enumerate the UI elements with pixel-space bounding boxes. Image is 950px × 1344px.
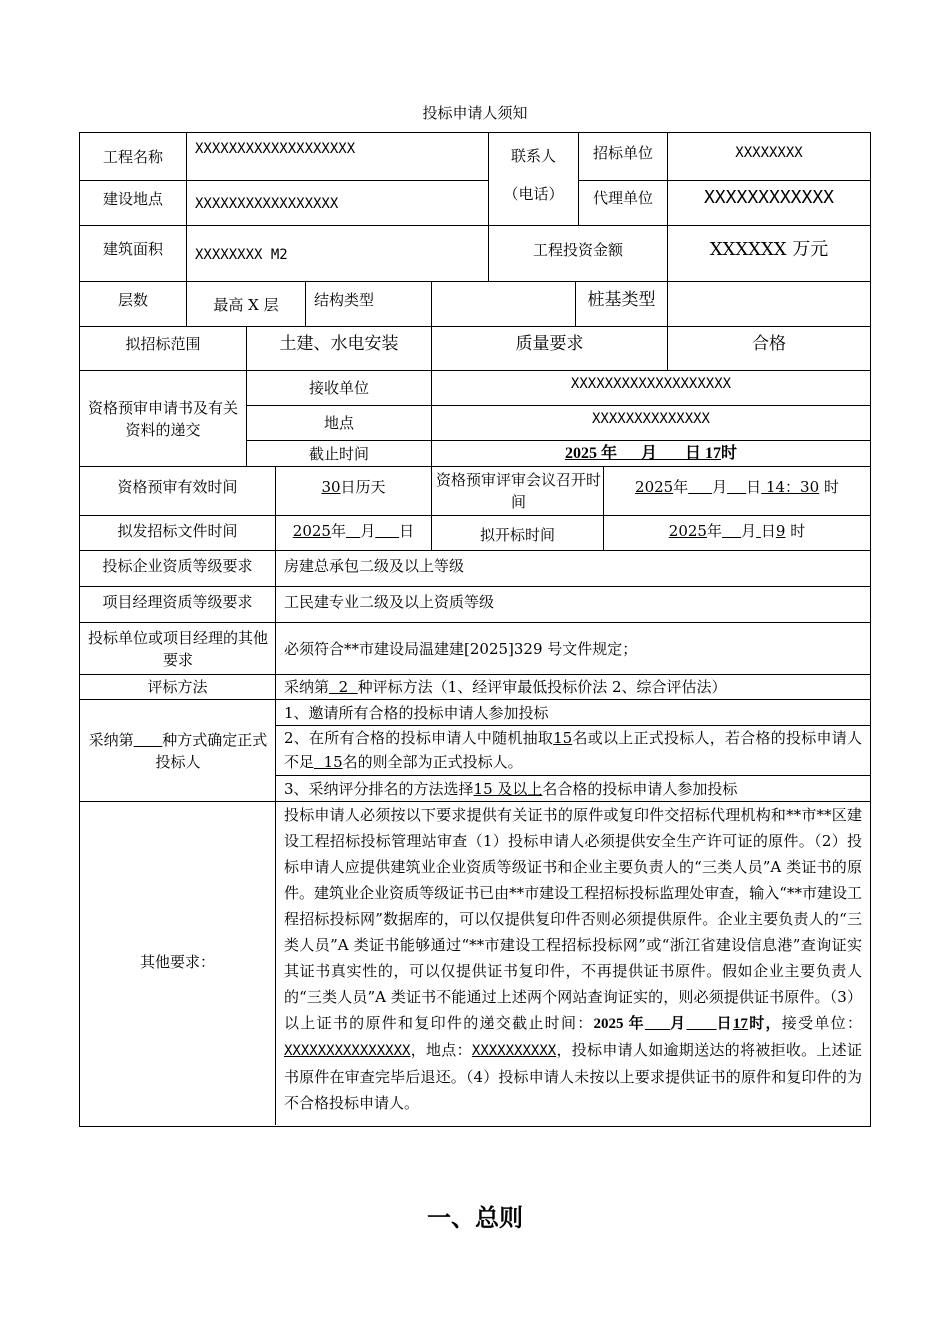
other-requirement-label: 投标单位或项目经理的其他要求 bbox=[88, 628, 269, 669]
area-value: XXXXXXXX M2 bbox=[195, 247, 288, 263]
deadline-label: 截止时间 bbox=[308, 444, 369, 463]
location-value: XXXXXXXXXXXXXXXXX bbox=[195, 196, 339, 212]
floors-label: 层数 bbox=[117, 290, 148, 309]
investment-label: 工程投资金额 bbox=[532, 240, 623, 259]
place-label: 地点 bbox=[323, 414, 354, 432]
scope-value: 土建、水电安装 bbox=[279, 334, 399, 354]
selection-method-label: 采纳第 种方式确定正式投标人 bbox=[88, 730, 268, 771]
pm-qualification-label: 项目经理资质等级要求 bbox=[102, 593, 253, 611]
pile-type-label: 桩基类型 bbox=[587, 289, 656, 310]
issue-value: 2025 年 月 日 bbox=[292, 522, 415, 540]
section-heading: 一、总则 bbox=[427, 1204, 523, 1232]
method-option-1: 1、邀请所有合格的投标申请人参加投标 bbox=[284, 703, 549, 722]
floors-value: 最高 X 层 bbox=[213, 295, 279, 314]
other-requirement-value: 必须符合**市建设局温建建[2025]329 号文件规定； bbox=[284, 639, 638, 658]
quality-value: 合格 bbox=[752, 334, 786, 354]
submission-label: 资格预审申请书及有关资料的递交 bbox=[87, 398, 238, 439]
qualification-label: 投标企业资质等级要求 bbox=[102, 557, 253, 575]
contact-label: 联系人 bbox=[510, 147, 556, 165]
open-value: 2025 年 月 日 9 时 bbox=[668, 522, 806, 540]
pm-qualification-value: 工民建专业二级及以上资质等级 bbox=[284, 593, 495, 611]
investment-value: XXXXXX 万元 bbox=[709, 238, 829, 260]
others-text: 投标申请人必须按以下要求提供有关证书的原件或复印件交招标代理机构和**市**区建设工程招标投标管理站审查（1）投标申请人必须提供安全生产许可证的原件。（2）投标申请人应提供建筑业企业资质等级证书和企业主要负责人的“三类人员”A 类证书的原件。建筑业企业资质等级证书已由**市建设工程招标投标监理处审查，输入“**市建设工程招标投标网”数据库的，可以仅提供复印件否则必须提供原件。企业主要负责人的“三类人员”A 类证书能够通过“**市建设工程招标投标网”或“浙江省建设信息港”查询证实其证书真实性的，可以仅提供证书复印件，不再提供证书原件。假如企业主要负责人的“三类人员”A 类证书不能通过上述两个网站查询证实的，则必须提供证书原件。（3）以上证书的原件和复印件的递交截止时间：2025 年 月 日17时，接受单位：XXXXXXXXXXXXXXX，地点：XXXXXXXXXX，投标申请人如逾期送达的将被拒收。上述证书原件在审查完毕后退还。（4）投标申请人未按以上要求提供证书的原件和复印件的为不合格投标申请人。 bbox=[284, 806, 862, 1112]
phone-label: （电话） bbox=[503, 185, 564, 203]
deadline-value: 2025 年 月 日 17 时 bbox=[564, 444, 738, 462]
method-option-3: 3、采纳评分排名的方法选择 15 及以上 名合格的投标申请人参加投标 bbox=[284, 779, 738, 798]
receiver-value: XXXXXXXXXXXXXXXXXXX bbox=[570, 376, 732, 392]
place-value: XXXXXXXXXXXXXX bbox=[591, 411, 710, 427]
receiver-label: 接收单位 bbox=[308, 379, 369, 397]
bid-unit-label: 招标单位 bbox=[592, 144, 653, 162]
meeting-label: 资格预审评审会议召开时间 bbox=[436, 471, 602, 511]
location-label: 建设地点 bbox=[102, 189, 163, 208]
evaluation-value: 采纳第 2 种评标方法（1、经评审最低投标价法 2、综合评估法） bbox=[284, 678, 727, 696]
agent-value: XXXXXXXXXXXX bbox=[703, 186, 835, 208]
method-option-2: 2、在所有合格的投标申请人中随机抽取15名或以上正式投标人，若合格的投标申请人不足 15名的则全部为正式投标人。 bbox=[284, 729, 862, 771]
open-label: 拟开标时间 bbox=[479, 526, 555, 544]
structure-type-label: 结构类型 bbox=[314, 290, 375, 309]
validity-value: 30 日历天 bbox=[321, 478, 386, 496]
qualification-value: 房建总承包二级及以上等级 bbox=[284, 557, 465, 575]
area-label: 建筑面积 bbox=[102, 239, 163, 258]
project-name-value: XXXXXXXXXXXXXXXXXXX bbox=[195, 141, 356, 157]
agent-label: 代理单位 bbox=[592, 188, 653, 207]
evaluation-label: 评标方法 bbox=[147, 678, 208, 696]
issue-label: 拟发招标文件时间 bbox=[117, 522, 238, 540]
quality-label: 质量要求 bbox=[515, 334, 584, 354]
document-title: 投标申请人须知 bbox=[422, 104, 528, 122]
scope-label: 拟招标范围 bbox=[125, 335, 201, 353]
others-label: 其他要求： bbox=[139, 953, 215, 971]
validity-label: 资格预审有效时间 bbox=[117, 478, 238, 496]
project-name-label: 工程名称 bbox=[102, 147, 163, 166]
meeting-value: 2025 年 月 日 14：30 时 bbox=[635, 478, 839, 496]
bid-unit-value: XXXXXXXX bbox=[735, 145, 803, 161]
